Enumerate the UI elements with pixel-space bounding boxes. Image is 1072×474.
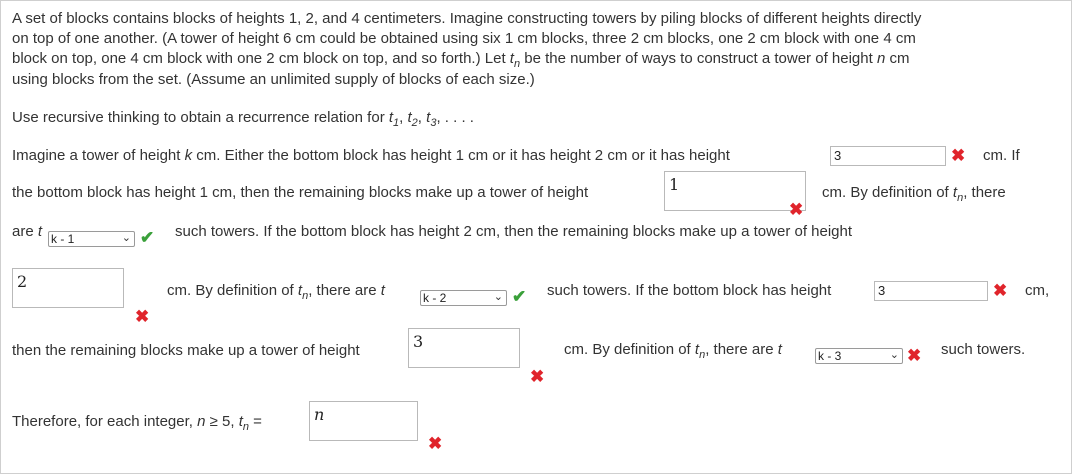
recurrence-input[interactable]: n xyxy=(309,401,418,441)
row5-text-b: cm. By definition of $t_n$, there are t xyxy=(564,341,782,361)
correct-icon: ✔ xyxy=(512,287,527,306)
row1-text: Imagine a tower of height k cm. Either the bottom block has height 1 cm or it has height 2 cm or it has height xyxy=(12,147,730,164)
chevron-down-icon: ⌄ xyxy=(493,291,503,303)
remaining-height-input-1[interactable]: 1 xyxy=(664,171,806,211)
row4-text-c: such towers. If the bottom block has height xyxy=(547,282,832,299)
tower-count-select-2[interactable]: k - 2 ⌄ xyxy=(420,290,507,306)
incorrect-icon: ✖ xyxy=(907,346,922,365)
incorrect-icon: ✖ xyxy=(530,367,545,386)
chevron-down-icon: ⌄ xyxy=(121,232,131,244)
problem-line-2: on top of one another. (A tower of height 6 cm could be obtained using six 1 cm blocks, three 2 cm blocks, one 2 cm block with one 4 cm xyxy=(12,30,916,47)
problem-line-3: block on top, one 4 cm block with one 2 cm block on top, and so forth.) Let $t_n$ be the number of ways to construct a tower of height n cm xyxy=(12,50,910,70)
tower-count-select-1[interactable]: k - 1 ⌄ xyxy=(48,231,135,247)
tower-count-select-3[interactable]: k - 3 ⌄ xyxy=(815,348,903,364)
row2-text-b: cm. By definition of $t_n$, there xyxy=(822,184,1006,204)
row4-text-a: cm. By definition of $t_n$, there are t xyxy=(167,282,385,302)
bottom-block-height-input-1[interactable]: 3 xyxy=(830,146,946,166)
remaining-height-input-3[interactable]: 3 xyxy=(408,328,520,368)
incorrect-icon: ✖ xyxy=(135,307,150,326)
problem-statement xyxy=(12,9,1052,90)
row5-text-a: then the remaining blocks make up a tower of height xyxy=(12,342,360,359)
bottom-block-height-input-2[interactable]: 3 xyxy=(874,281,988,301)
row6-text: Therefore, for each integer, n ≥ 5, $t_n$ = xyxy=(12,413,262,433)
problem-line-4: using blocks from the set. (Assume an unlimited supply of blocks of each size.) xyxy=(12,71,535,88)
correct-icon: ✔ xyxy=(140,228,155,247)
instruction-text: Use recursive thinking to obtain a recurrence relation for $t_1$, $t_2$, $t_3$, . . . . xyxy=(12,109,474,129)
row4-after-text: cm, xyxy=(1025,282,1050,299)
problem-line-1: A set of blocks contains blocks of heights 1, 2, and 4 centimeters. Imagine constructing towers by piling blocks of different heights directly xyxy=(12,10,922,27)
remaining-height-input-2[interactable]: 2 xyxy=(12,268,124,308)
incorrect-icon: ✖ xyxy=(993,281,1008,300)
row3-text-a: are t xyxy=(12,223,43,240)
row3-text-b: such towers. If the bottom block has height 2 cm, then the remaining blocks make up a tower of height xyxy=(175,223,853,240)
incorrect-icon: ✖ xyxy=(951,146,966,165)
row2-text: the bottom block has height 1 cm, then the remaining blocks make up a tower of height xyxy=(12,184,589,201)
row1-after-text: cm. If xyxy=(983,147,1020,164)
row5-text-d: such towers. xyxy=(941,341,1026,358)
incorrect-icon: ✖ xyxy=(428,434,443,453)
chevron-down-icon: ⌄ xyxy=(889,349,899,361)
incorrect-icon: ✖ xyxy=(789,200,804,219)
